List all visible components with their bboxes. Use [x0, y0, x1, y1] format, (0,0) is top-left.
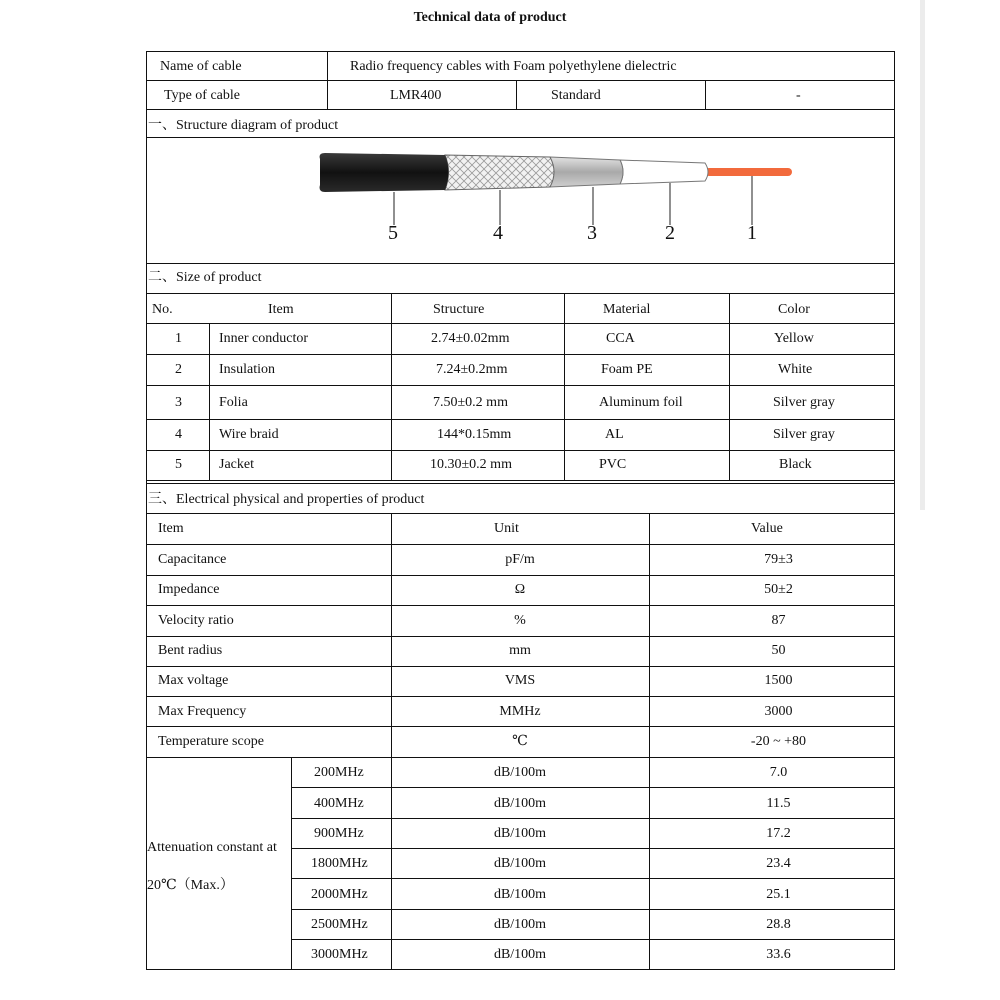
- size-row-4-color: Silver gray: [773, 427, 835, 442]
- size-row-1-no: 1: [175, 331, 182, 346]
- attenuation-row-3-unit: dB/100m: [493, 826, 547, 841]
- size-header-color: Color: [778, 302, 810, 317]
- size-row-3-material: Aluminum foil: [599, 395, 683, 410]
- electrical-row-1-unit: pF/m: [505, 552, 535, 567]
- cable-structure-diagram: [300, 145, 820, 255]
- size-row-4-material: AL: [605, 427, 624, 442]
- attenuation-row-7-freq: 3000MHz: [311, 947, 368, 962]
- section-structure-diagram-title: 一、Structure diagram of product: [148, 118, 339, 133]
- electrical-row-1-value: 79±3: [764, 552, 793, 567]
- attenuation-row-4-value: 23.4: [766, 856, 791, 871]
- electrical-header-unit: Unit: [494, 521, 519, 536]
- size-row-2-material: Foam PE: [601, 362, 653, 377]
- electrical-row-6-item: Max Frequency: [158, 704, 247, 719]
- electrical-row-5-unit: VMS: [504, 673, 536, 688]
- size-header-structure: Structure: [433, 302, 485, 317]
- electrical-row-3-value: 87: [771, 613, 786, 628]
- size-header-item: Item: [268, 302, 294, 317]
- electrical-row-6-unit: MMHz: [499, 704, 541, 719]
- attenuation-row-6-value: 28.8: [766, 917, 791, 932]
- size-row-4-item: Wire braid: [219, 427, 279, 442]
- wire-braid-part: [445, 155, 554, 190]
- size-row-5-no: 5: [175, 457, 182, 472]
- electrical-row-2-item: Impedance: [158, 582, 220, 597]
- size-row-5-color: Black: [779, 457, 812, 472]
- attenuation-row-7-unit: dB/100m: [493, 947, 547, 962]
- size-header-material: Material: [603, 302, 651, 317]
- attenuation-row-2-freq: 400MHz: [314, 796, 364, 811]
- diagram-label-4: 4: [493, 222, 503, 244]
- electrical-row-7-unit: ℃: [512, 734, 528, 749]
- size-row-2-structure: 7.24±0.2mm: [436, 362, 508, 377]
- diagram-label-3: 3: [587, 222, 597, 244]
- insulation-part: [620, 160, 708, 184]
- attenuation-row-3-value: 17.2: [766, 826, 791, 841]
- electrical-row-2-unit: Ω: [514, 582, 526, 597]
- electrical-row-7-value: -20 ~ +80: [750, 734, 807, 749]
- attenuation-row-5-value: 25.1: [766, 887, 791, 902]
- electrical-row-4-item: Bent radius: [158, 643, 223, 658]
- name-of-cable-value: Radio frequency cables with Foam polyethylene dielectric: [350, 59, 677, 74]
- attenuation-row-1-freq: 200MHz: [314, 765, 364, 780]
- attenuation-row-5-unit: dB/100m: [493, 887, 547, 902]
- size-row-3-item: Folia: [219, 395, 248, 410]
- diagram-label-1: 1: [747, 222, 757, 244]
- cable-model: LMR400: [390, 88, 442, 103]
- attenuation-row-6-freq: 2500MHz: [311, 917, 368, 932]
- attenuation-row-2-unit: dB/100m: [493, 796, 547, 811]
- document-title: Technical data of product: [413, 10, 567, 25]
- foil-part: [550, 157, 623, 187]
- diagram-label-2: 2: [665, 222, 675, 244]
- attenuation-row-5-freq: 2000MHz: [311, 887, 368, 902]
- electrical-row-3-item: Velocity ratio: [158, 613, 234, 628]
- type-of-cable-label: Type of cable: [164, 88, 240, 103]
- cable-standard-label: Standard: [551, 88, 601, 103]
- attenuation-row-3-freq: 900MHz: [314, 826, 364, 841]
- size-row-5-material: PVC: [599, 457, 627, 472]
- section-size-title: 二、Size of product: [148, 270, 262, 285]
- attenuation-label-line1: Attenuation constant at: [147, 840, 277, 855]
- size-header-no: No.: [152, 302, 173, 317]
- electrical-row-6-value: 3000: [764, 704, 793, 719]
- attenuation-row-1-value: 7.0: [769, 765, 788, 780]
- size-row-3-structure: 7.50±0.2 mm: [433, 395, 508, 410]
- size-row-4-no: 4: [175, 427, 182, 442]
- cable-standard-value: -: [796, 88, 801, 103]
- size-row-5-structure: 10.30±0.2 mm: [430, 457, 512, 472]
- size-row-2-color: White: [778, 362, 813, 377]
- attenuation-label-line2: 20℃（Max.）: [147, 878, 234, 893]
- attenuation-row-6-unit: dB/100m: [493, 917, 547, 932]
- size-row-5-item: Jacket: [219, 457, 254, 472]
- attenuation-row-4-freq: 1800MHz: [311, 856, 368, 871]
- attenuation-row-2-value: 11.5: [766, 796, 791, 811]
- size-row-3-no: 3: [175, 395, 182, 410]
- electrical-row-3-unit: %: [514, 613, 526, 628]
- size-row-1-color: Yellow: [774, 331, 814, 346]
- diagram-label-5: 5: [388, 222, 398, 244]
- electrical-row-4-value: 50: [771, 643, 786, 658]
- electrical-row-2-value: 50±2: [764, 582, 793, 597]
- electrical-row-5-value: 1500: [764, 673, 793, 688]
- inner-conductor-part: [705, 168, 792, 176]
- attenuation-row-1-unit: dB/100m: [493, 765, 547, 780]
- size-row-2-no: 2: [175, 362, 182, 377]
- size-row-1-structure: 2.74±0.02mm: [431, 331, 510, 346]
- electrical-row-7-item: Temperature scope: [158, 734, 264, 749]
- size-row-1-item: Inner conductor: [219, 331, 309, 346]
- jacket-part: [320, 153, 449, 192]
- name-of-cable-label: Name of cable: [160, 59, 242, 74]
- size-row-2-item: Insulation: [219, 362, 275, 377]
- size-row-4-structure: 144*0.15mm: [437, 427, 512, 442]
- attenuation-row-7-value: 33.6: [766, 947, 791, 962]
- electrical-row-4-unit: mm: [509, 643, 531, 658]
- section-electrical-title: 三、Electrical physical and properties of product: [148, 492, 425, 507]
- attenuation-row-4-unit: dB/100m: [493, 856, 547, 871]
- page-edge-shadow: [920, 0, 925, 510]
- electrical-header-value: Value: [751, 521, 783, 536]
- size-row-1-material: CCA: [606, 331, 635, 346]
- electrical-row-1-item: Capacitance: [158, 552, 227, 567]
- size-row-3-color: Silver gray: [773, 395, 835, 410]
- electrical-row-5-item: Max voltage: [158, 673, 229, 688]
- electrical-header-item: Item: [158, 521, 184, 536]
